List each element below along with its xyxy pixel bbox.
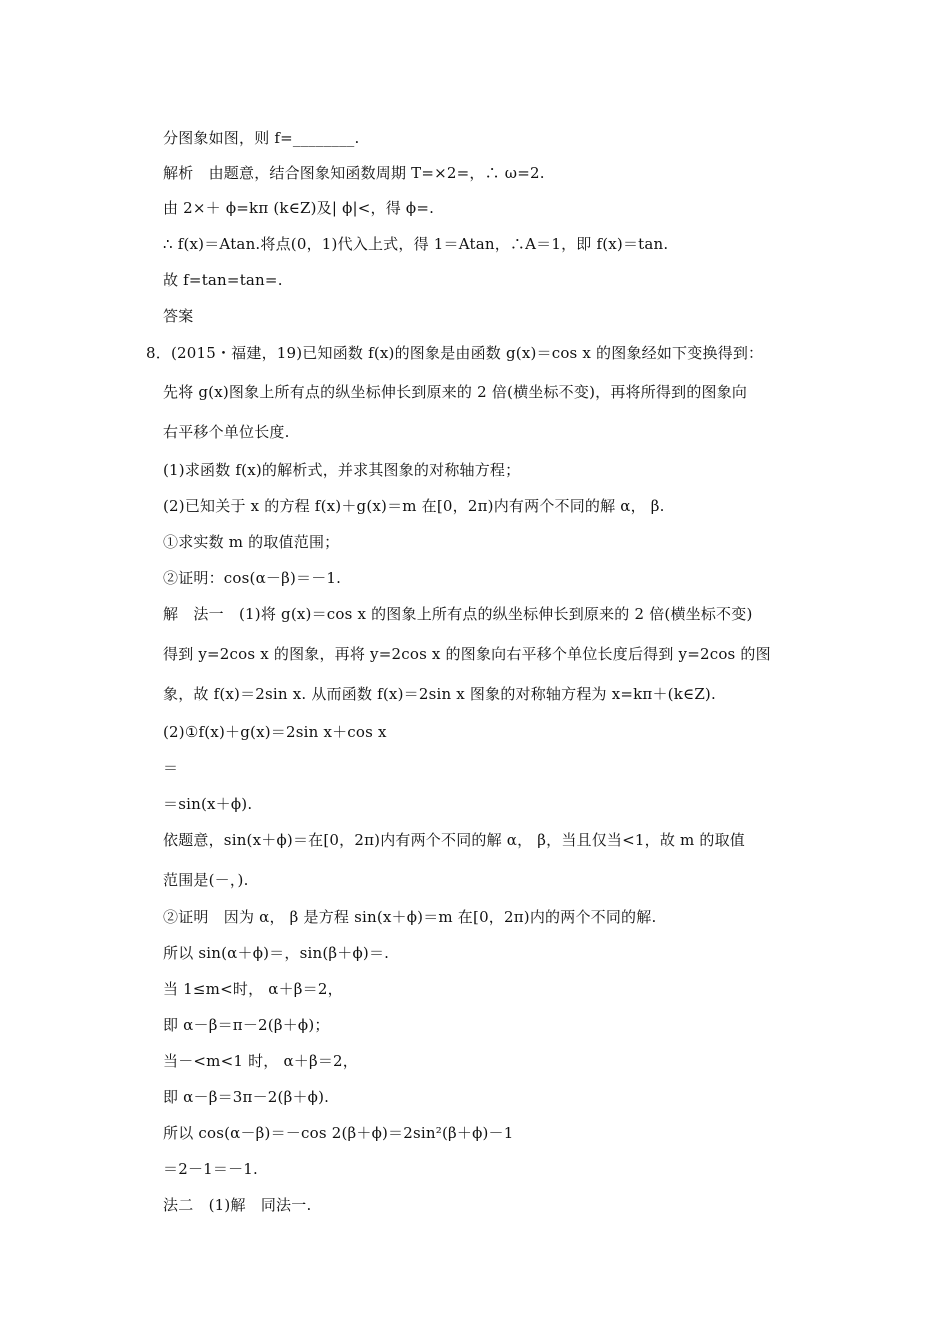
text-line: 象，故 f(x)＝2sin x. 从而函数 f(x)＝2sin x 图象的对称轴方程为 x=kπ＋(k∈Z). xyxy=(163,685,716,703)
text-line: 即 α－β＝π－2(β＋ϕ)； xyxy=(163,1016,330,1034)
text-line: 8．(2015・福建，19)已知函数 f(x)的图象是由函数 g(x)＝cos x 的图象经如下变换得到： xyxy=(146,344,764,362)
text-line: ＝ xyxy=(163,759,179,777)
text-line: ∴ f(x)＝Atan.将点(0，1)代入上式，得 1＝Atan，∴A＝1，即 f(x)＝tan. xyxy=(163,235,669,253)
text-line: 故 f=tan=tan=. xyxy=(163,271,283,289)
text-line: ②证明：cos(α－β)＝－1. xyxy=(163,569,342,587)
text-line: (2)已知关于 x 的方程 f(x)＋g(x)＝m 在[0，2π)内有两个不同的解 α， β. xyxy=(163,497,665,515)
text-line: 由 2×＋ ϕ=kπ (k∈Z)及| ϕ|<，得 ϕ=. xyxy=(163,199,435,217)
text-line: 依题意，sin(x＋ϕ)＝在[0，2π)内有两个不同的解 α， β，当且仅当<1，故 m 的取值 xyxy=(163,831,746,849)
text-line: (2)①f(x)＋g(x)＝2sin x＋cos x xyxy=(163,723,387,741)
text-line: 当－<m<1 时， α＋β＝2， xyxy=(163,1052,358,1070)
text-line: 解 法一 (1)将 g(x)＝cos x 的图象上所有点的纵坐标伸长到原来的 2 倍(横坐标不变) xyxy=(163,605,753,623)
text-line: ①求实数 m 的取值范围； xyxy=(163,533,340,551)
text-line: 右平移个单位长度. xyxy=(163,423,290,441)
text-line: ②证明 因为 α， β 是方程 sin(x＋ϕ)＝m 在[0，2π)内的两个不同的解. xyxy=(163,908,657,926)
text-line: 即 α－β＝3π－2(β＋ϕ). xyxy=(163,1088,330,1106)
text-line: ＝2－1＝－1. xyxy=(163,1160,258,1178)
text-line: (1)求函数 f(x)的解析式，并求其图象的对称轴方程； xyxy=(163,461,521,479)
text-line: 所以 cos(α－β)＝－cos 2(β＋ϕ)＝2sin²(β＋ϕ)－1 xyxy=(163,1124,514,1142)
text-line: 分图象如图，则 f=________. xyxy=(163,129,360,147)
text-line: 先将 g(x)图象上所有点的纵坐标伸长到原来的 2 倍(横坐标不变)，再将所得到的图象向 xyxy=(163,383,748,401)
text-line: ＝sin(x＋ϕ). xyxy=(163,795,253,813)
text-line: 当 1≤m<时， α＋β＝2， xyxy=(163,980,343,998)
text-line: 法二 (1)解 同法一. xyxy=(163,1196,312,1214)
text-line: 答案 xyxy=(163,307,194,325)
text-line: 所以 sin(α＋ϕ)＝，sin(β＋ϕ)＝. xyxy=(163,944,390,962)
text-line: 得到 y=2cos x 的图象，再将 y=2cos x 的图象向右平移个单位长度后得到 y=2cos 的图 xyxy=(163,645,771,663)
text-line: 范围是(－，). xyxy=(163,871,249,889)
text-line: 解析 由题意，结合图象知函数周期 T=×2=，∴ ω=2. xyxy=(163,164,545,182)
